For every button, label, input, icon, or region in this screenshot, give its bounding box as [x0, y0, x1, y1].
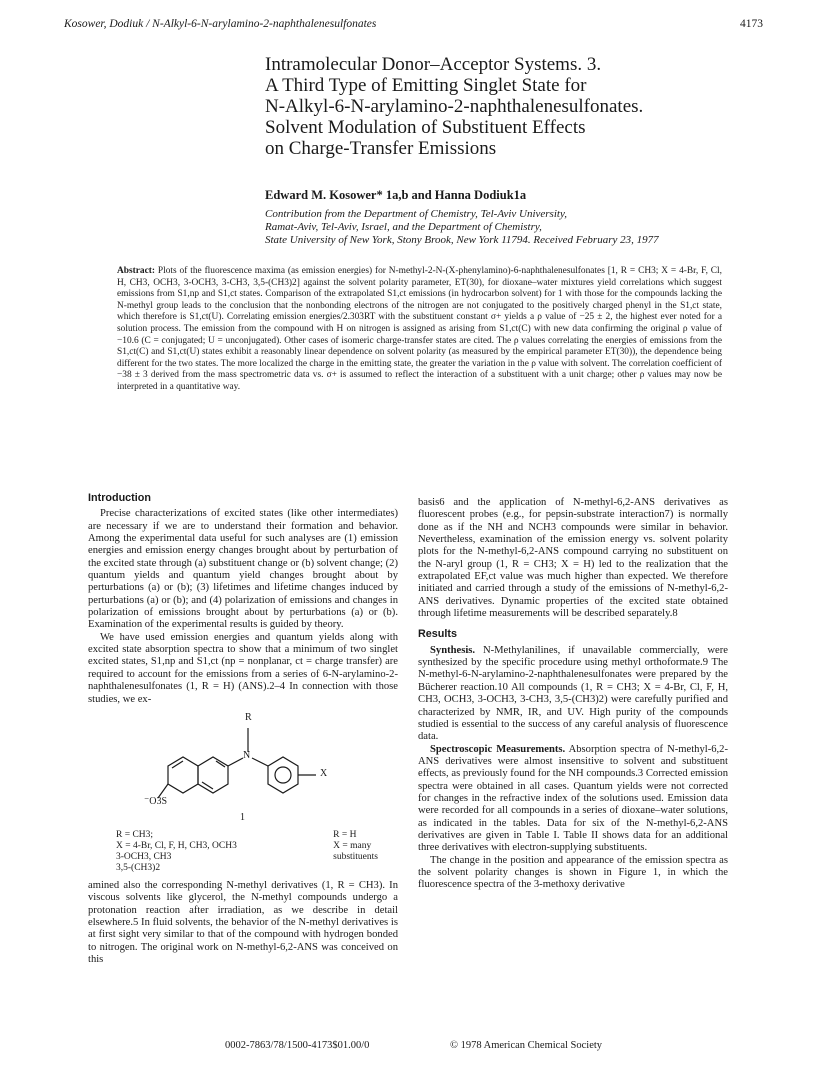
legend-right: R = H X = many substituents — [333, 829, 378, 862]
affiliation-line: Ramat-Aviv, Tel-Aviv, Israel, and the Department of Chemistry, — [265, 221, 542, 233]
abstract — [117, 266, 722, 394]
author-line: Edward M. Kosower* 1a,b and Hanna Dodiuk1a — [265, 188, 527, 202]
section-heading-results: Results — [418, 628, 458, 641]
runin-heading: Synthesis. — [430, 644, 476, 656]
legend-left: R = CH3; X = 4-Br, Cl, F, H, CH3, OCH3 3-OCH3, CH3 3,5-(CH3)2 — [116, 829, 237, 873]
page-number: 4173 — [740, 18, 763, 30]
paragraph: The change in the position and appearance of the emission spectra as the solvent polarity changes is shown in Figure 1, in which the fluorescence spectra of the 3-methoxy derivative — [418, 854, 728, 891]
x-substituent-label: X — [320, 767, 328, 779]
chemical-structure — [88, 708, 398, 828]
r-group-label: R — [245, 711, 252, 723]
right-column — [418, 497, 728, 892]
footer-copyright: © 1978 American Chemical Society — [450, 1040, 603, 1051]
nitrogen-label: N — [243, 749, 251, 761]
paragraph: basis6 and the application of N-methyl-6,2-ANS derivatives as fluorescent probes (e.g., for pepsin-substrate interaction7) is normally done as if the NH and NCH3 compounds were similar in behavior. Nevertheless, examination of the emission energy vs. solvent polarity plots for the N-methyl-6,2-ANS compound carrying no substituent on the N-aryl group (1, R = CH3; X = H) led to the realization that the extrapolated EF,ct value was much higher than expected. We therefore initiated and carried through a study of the emissions of N-methyl-6,2-ANS derivatives. Dynamic properties of the excited state obtained through lifetime measurements will be described separately.8 — [418, 497, 728, 620]
article-title — [265, 54, 765, 159]
affiliation-line: Contribution from the Department of Chemistry, Tel-Aviv University, — [265, 208, 567, 220]
title-line: A Third Type of Emitting Singlet State for — [265, 75, 587, 96]
affiliation-line: State University of New York, Stony Brook, New York 11794. Received February 23, 1977 — [265, 234, 659, 246]
left-column — [88, 492, 398, 966]
title-line: Solvent Modulation of Substituent Effects — [265, 117, 586, 138]
paragraph: We have used emission energies and quantum yields along with excited state absorption spectra to show that a minimum of two singlet excited states, S1,np and S1,ct (np = nonplanar, ct = charge transfer) are required to account for the emissions from a series of 6-N-arylamino-2-naphthalenesulfonates (1, R = H) (ANS).2–4 In connection with those studies, we ex- — [88, 631, 398, 705]
structure-legend — [116, 830, 378, 874]
structure-drawing — [128, 708, 368, 828]
sulfonate-label: ⁻O3S — [144, 795, 168, 807]
running-head: Kosower, Dodiuk / N-Alkyl-6-N-arylamino-2-naphthalenesulfonates — [64, 18, 377, 30]
title-line: on Charge-Transfer Emissions — [265, 138, 497, 159]
paragraph-text: N-Methylanilines, if unavailable commercially, were synthesized by the specific procedure using methyl orthoformate.9 The N-methyl-6-N-arylamino-2-naphthalenesulfonates were prepared by the Bücherer reaction.10 All compounds (1, R = CH3; X = 4-Br, Cl, F, H, CH3, OCH3, 3-OCH3, 3-CH3, 3,5-(CH3)2) were carefully purified and characterized by NMR, IR, and UV. High purity of the compounds studied is essential to the success of any careful analysis of fluorescence data. — [418, 644, 728, 743]
footer-code: 0002-7863/78/1500-4173$01.00/0 — [225, 1040, 370, 1051]
paragraph-synthesis — [418, 645, 728, 744]
title-line: N-Alkyl-6-N-arylamino-2-naphthalenesulfonates. — [265, 96, 644, 117]
paragraph: Precise characterizations of excited states (like other intermediates) are necessary if we are to understand their formation and behavior. Among the experimental data useful for such analyses are (1) emission energies and emission energy changes brought about by perturbation of the excited state through (a) substituent change or (b) solvent change; (2) quantum yields and quantum yield changes brought about by perturbations (a) or (b); (3) lifetimes and lifetime changes induced by perturbations (a) or (b); and (4) polarization of emissions and changes in polarization of emissions brought about by perturbations (a) or (b). Examination of the experimental results is guided by theory. — [88, 508, 398, 631]
paragraph-text: Absorption spectra of N-methyl-6,2-ANS derivatives were almost insensitive to solvent and substituent effects, as previously found for the NH compounds.3 Corrected emission spectra were obtained in all cases. Quantum yields were not corrected for changes in the refractive index of the solutions used. Emission data were recorded for all compounds in a series of dioxane–water solutions, as indicated in the tables. Data for six of the N-methyl-6,2-ANS derivatives are given in Table I. Table II shows data for an additional three derivatives with electron-supplying substituents. — [418, 743, 728, 854]
title-line: Intramolecular Donor–Acceptor Systems. 3. — [265, 54, 602, 75]
abstract-text: Plots of the fluorescence maxima (as emission energies) for N-methyl-2-N-(X-phenylamino)-6-naphthalenesulfonates [1, R = CH3; X = 4-Br, F, Cl, H, CH3, OCH3, 3-OCH3, 3-CH3, 3,5-(CH3)2] against the solvent polarity parameter, ET(30), for dioxane–water mixtures yield correlations which suggest emissions from S1,np and S1,ct states. Comparison of the extrapolated S1,ct emissions (in hydrocarbon solvent) for 1 with those for the compounds lacking the N-methyl group leads to the conclusion that the nonbonding electrons of the nitrogen are not conjugated to the positively charged phenyl in the S1,ct state, which therefore is S1,ct(U). Correlating emission energies/2.303RT with the substituent constant σ+ yields a ρ value of −25 ± 2, the highest ever noted for a solution process. The emission from the compound with H on nitrogen is assigned as arising from S1,ct(C) with new data confirming the original ρ value of −10.6 (C = conjugated; U = unconjugated). Other cases of isomeric charge-transfer states are cited. The ρ values correlating the energies of emissions from the S1,ct(C) and S1,ct(U) states exhibit a reasonably linear dependence on solvent polarity (as measured by the empirical parameter ET(30)), the dependence being different for the two states. The more localized the charge in the emitting state, the greater the variation in the ρ value with solvent. The correlation coefficient of −38 ± 3 derived from the mass spectrometric data vs. σ+ is assumed to reflect the interaction of a substituent with a unit charge; other ρ values may now be interpreted in a quantitative way. — [117, 266, 722, 392]
compound-number: 1 — [240, 811, 245, 823]
affiliation — [265, 208, 775, 247]
section-heading-introduction: Introduction — [88, 492, 151, 504]
runin-heading: Spectroscopic Measurements. — [430, 743, 566, 755]
abstract-label: Abstract: — [117, 266, 156, 276]
paragraph-spectroscopic — [418, 744, 728, 855]
paragraph: amined also the corresponding N-methyl derivatives (1, R = CH3). In viscous solvents like glycerol, the N-methyl compounds undergo a protonation reaction after irradiation, as we describe in detail elsewhere.5 In fluid solvents, the behavior of the N-methyl derivatives is at first sight very similar to that of the compound with hydrogen bonded to nitrogen. The original work on N-methyl-6,2-ANS was conceived on this — [88, 879, 398, 965]
